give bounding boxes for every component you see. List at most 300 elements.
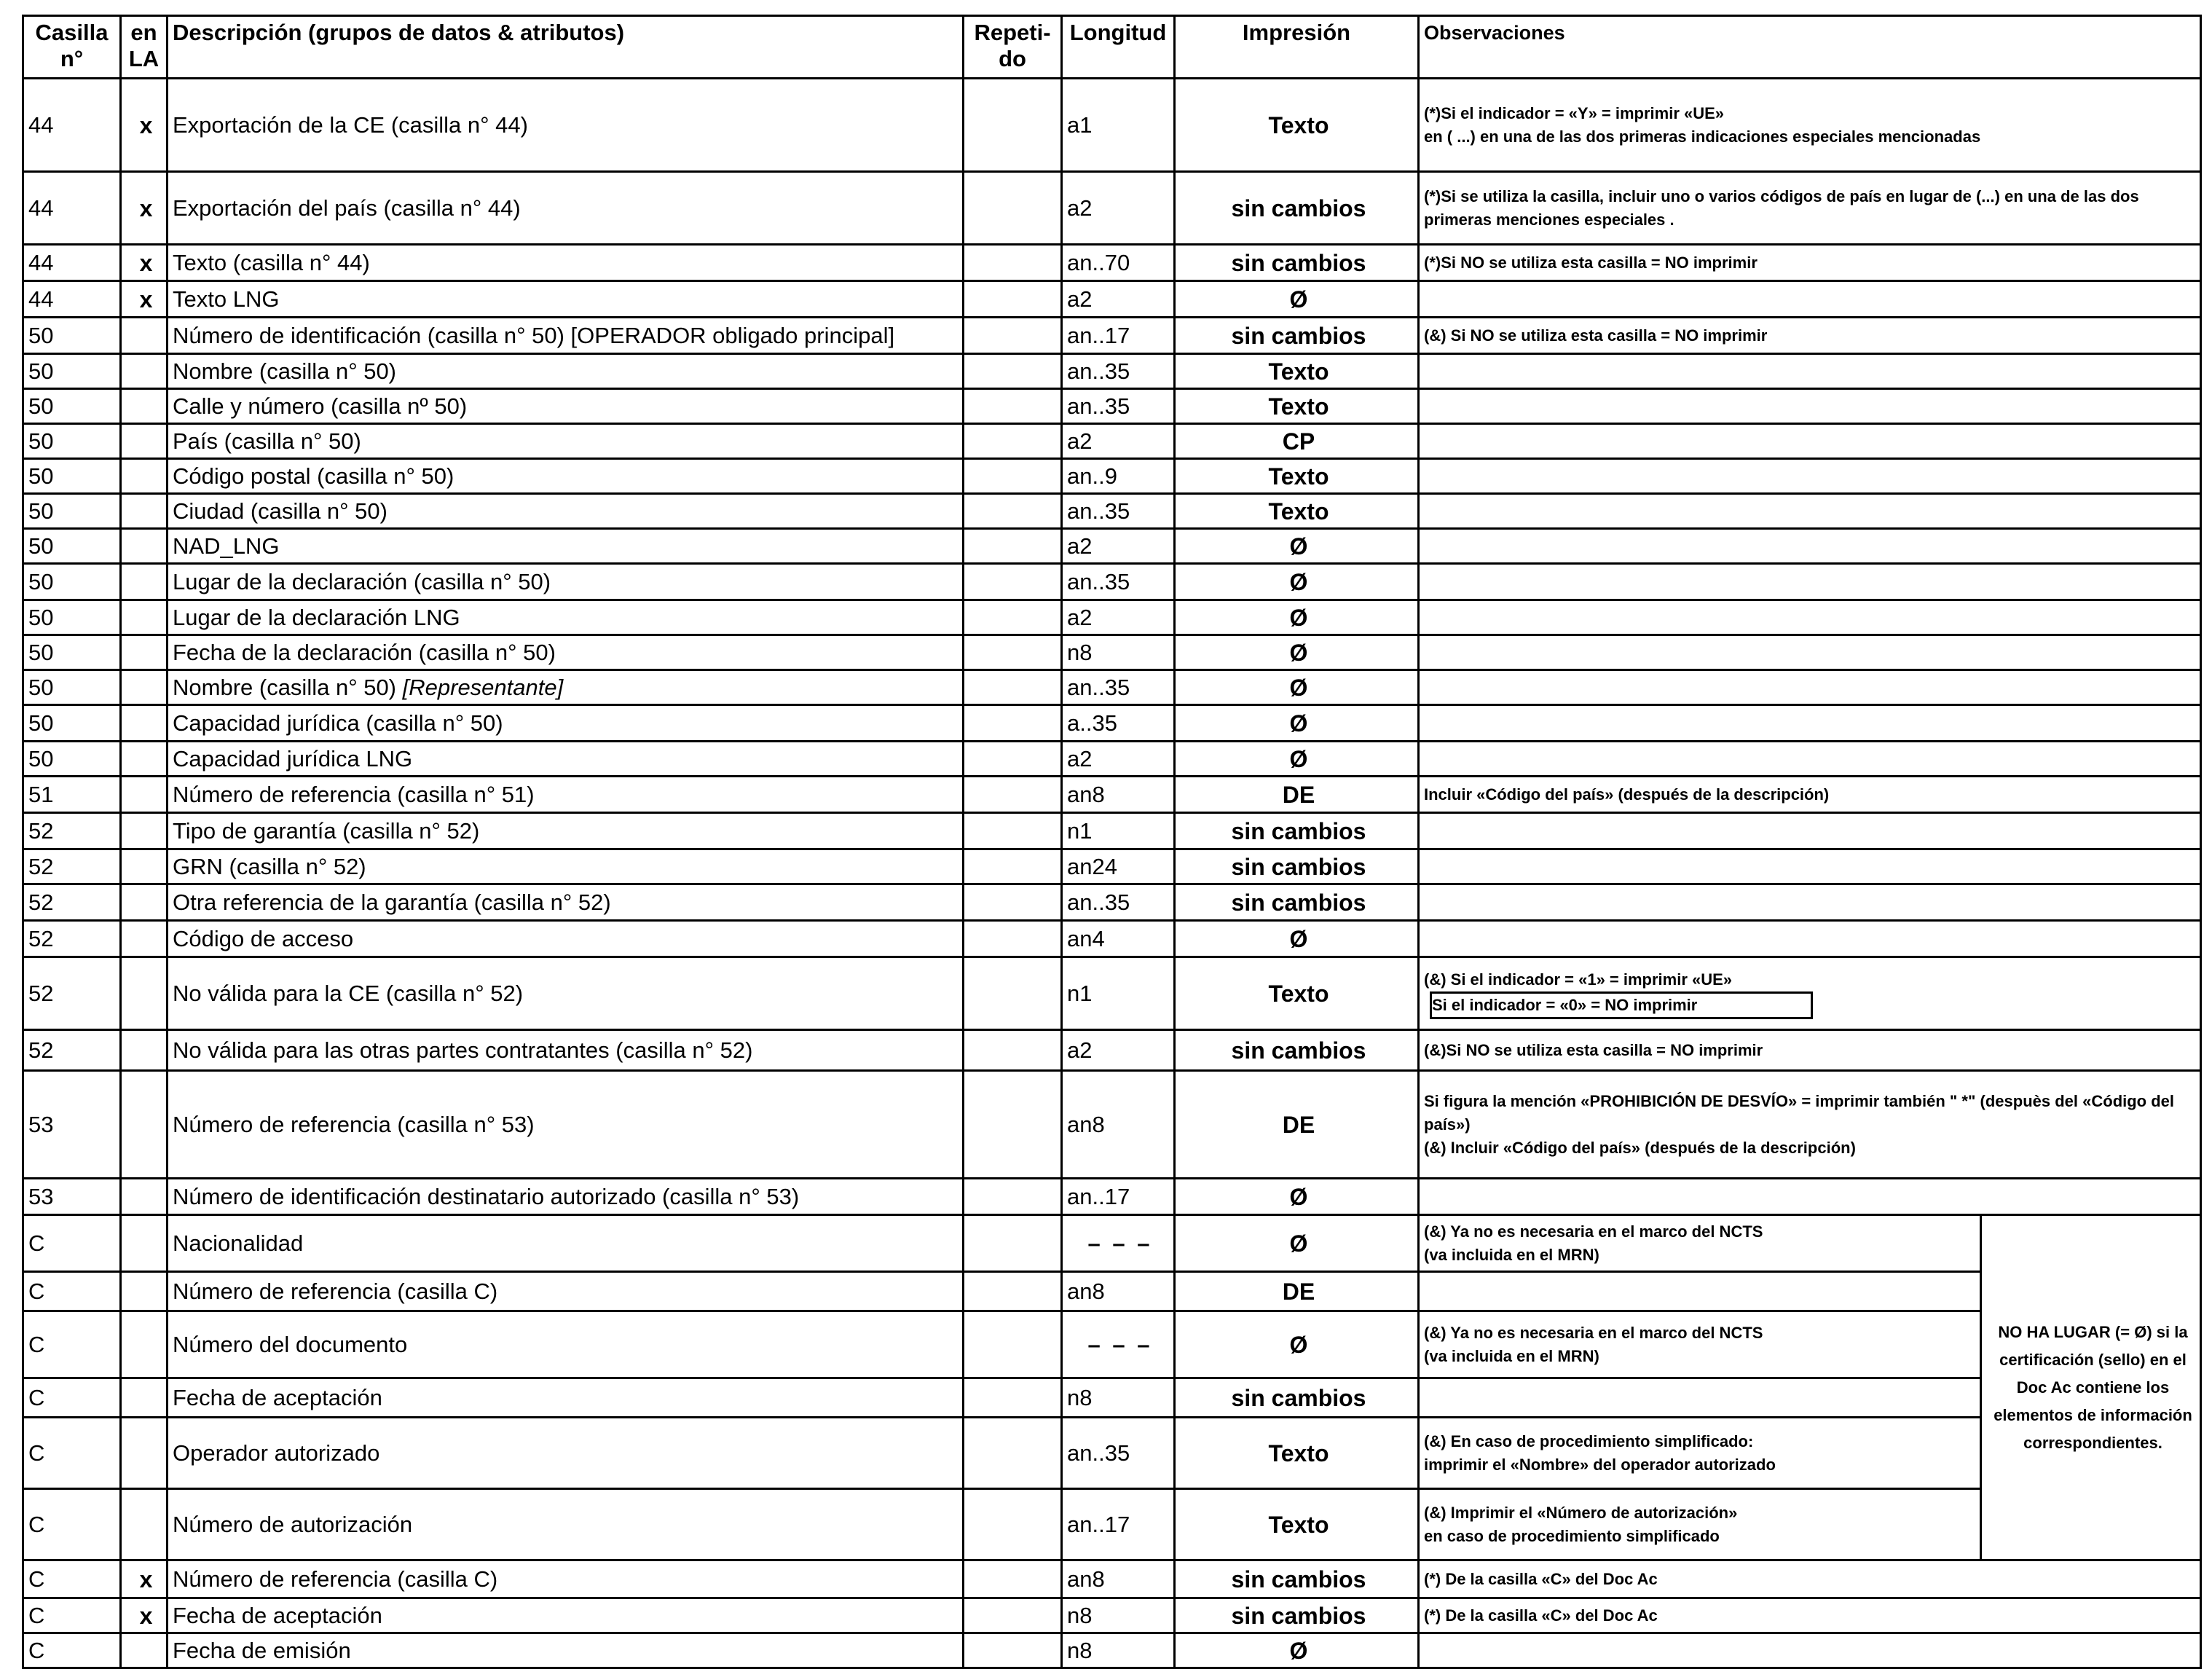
observation-line: (&) Si NO se utiliza esta casilla = NO imprimir <box>1424 326 1768 345</box>
observation-line: en caso de procedimiento simplificado <box>1424 1526 1720 1545</box>
cell-en-la <box>121 389 168 424</box>
cell-en-la <box>121 813 168 849</box>
cell-en-la <box>121 1633 168 1668</box>
table-row <box>23 1272 2201 1311</box>
description-text: Código de acceso <box>173 925 354 951</box>
cell-casilla: 50 <box>23 354 121 389</box>
cell-repetido <box>964 742 1062 777</box>
table-row <box>23 318 2201 354</box>
cell-en-la: x <box>121 281 168 318</box>
cell-observaciones <box>1419 318 2201 354</box>
cell-en-la <box>121 600 168 635</box>
cell-longitud: an24 <box>1062 849 1175 884</box>
cell-observaciones <box>1419 389 2201 424</box>
cell-impresion: Texto <box>1175 494 1419 529</box>
cell-repetido <box>964 245 1062 281</box>
cell-descripcion <box>168 670 964 705</box>
cell-descripcion <box>168 813 964 849</box>
observation-line: (*)Si se utiliza la casilla, incluir uno o varios códigos de país en lugar de (...) en una de las dos primeras menciones especiales . <box>1424 186 2139 229</box>
cell-descripcion <box>168 1272 964 1311</box>
cell-impresion: Ø <box>1175 670 1419 705</box>
table-row <box>23 459 2201 494</box>
description-text: NAD_LNG <box>173 533 280 559</box>
cell-observaciones <box>1419 1418 1981 1489</box>
cell-casilla: 44 <box>23 281 121 318</box>
cell-descripcion <box>168 1489 964 1560</box>
cell-casilla: 50 <box>23 494 121 529</box>
cell-descripcion <box>168 921 964 957</box>
cell-observaciones <box>1419 1633 2201 1668</box>
cell-casilla: C <box>23 1418 121 1489</box>
description-text: País (casilla n° 50) <box>173 428 361 454</box>
cell-casilla: 51 <box>23 777 121 813</box>
table-row <box>23 849 2201 884</box>
cell-impresion: sin cambios <box>1175 849 1419 884</box>
cell-casilla: 50 <box>23 635 121 670</box>
cell-casilla: 44 <box>23 245 121 281</box>
cell-impresion: Texto <box>1175 389 1419 424</box>
description-text: Número de autorización <box>173 1511 413 1537</box>
cell-impresion: Texto <box>1175 1489 1419 1560</box>
cell-descripcion <box>168 459 964 494</box>
table-row <box>23 1030 2201 1071</box>
cell-casilla: 44 <box>23 79 121 172</box>
observation-line: (*)Si NO se utiliza esta casilla = NO imprimir <box>1424 253 1758 272</box>
col-longitud: Longitud <box>1062 16 1175 79</box>
cell-observaciones <box>1419 600 2201 635</box>
cell-observaciones <box>1419 742 2201 777</box>
cell-longitud: an8 <box>1062 1071 1175 1179</box>
table-row <box>23 529 2201 564</box>
cell-impresion: Texto <box>1175 1418 1419 1489</box>
observation-line: (*) De la casilla «C» del Doc Ac <box>1424 1569 1658 1588</box>
cell-observaciones <box>1419 354 2201 389</box>
cell-impresion: Ø <box>1175 281 1419 318</box>
cell-longitud: an..35 <box>1062 354 1175 389</box>
cell-longitud: n8 <box>1062 1378 1175 1418</box>
cell-en-la <box>121 921 168 957</box>
cell-repetido <box>964 884 1062 921</box>
cell-descripcion <box>168 1560 964 1598</box>
cell-impresion: Texto <box>1175 957 1419 1030</box>
cell-descripcion <box>168 1071 964 1179</box>
cell-impresion: sin cambios <box>1175 245 1419 281</box>
cell-descripcion <box>168 424 964 459</box>
cell-observaciones <box>1419 921 2201 957</box>
cell-observaciones <box>1419 1489 1981 1560</box>
cell-longitud: an..17 <box>1062 1489 1175 1560</box>
cell-longitud: an..35 <box>1062 670 1175 705</box>
cell-observaciones <box>1419 813 2201 849</box>
cell-repetido <box>964 1560 1062 1598</box>
cell-descripcion <box>168 957 964 1030</box>
cell-casilla: 50 <box>23 742 121 777</box>
col-descripcion: Descripción (grupos de datos & atributos) <box>168 16 964 79</box>
table-row <box>23 1560 2201 1598</box>
header-row <box>23 16 2201 79</box>
cell-longitud: an8 <box>1062 1272 1175 1311</box>
cell-impresion: CP <box>1175 424 1419 459</box>
description-text: Número de referencia (casilla C) <box>173 1278 498 1304</box>
cell-longitud: n8 <box>1062 1598 1175 1633</box>
table-row <box>23 354 2201 389</box>
cell-repetido <box>964 424 1062 459</box>
cell-longitud: an..9 <box>1062 459 1175 494</box>
table-row <box>23 1378 2201 1418</box>
cell-longitud: an..70 <box>1062 245 1175 281</box>
cell-descripcion <box>168 635 964 670</box>
cell-casilla: C <box>23 1215 121 1272</box>
table-row <box>23 635 2201 670</box>
cell-casilla: C <box>23 1378 121 1418</box>
table-row <box>23 1598 2201 1633</box>
cell-longitud: an..35 <box>1062 1418 1175 1489</box>
cell-longitud: an..35 <box>1062 389 1175 424</box>
cell-impresion: Ø <box>1175 564 1419 600</box>
description-text: Número de referencia (casilla n° 51) <box>173 781 535 807</box>
col-repetido: Repeti-do <box>964 16 1062 79</box>
cell-casilla: C <box>23 1311 121 1378</box>
cell-en-la <box>121 354 168 389</box>
cell-impresion: Ø <box>1175 635 1419 670</box>
cell-repetido <box>964 1030 1062 1071</box>
cell-impresion: sin cambios <box>1175 884 1419 921</box>
cell-observaciones <box>1419 1378 1981 1418</box>
observation-line: (&)Si NO se utiliza esta casilla = NO imprimir <box>1424 1040 1763 1059</box>
observation-line: Incluir «Código del país» (después de la descripción) <box>1424 785 1830 804</box>
cell-en-la <box>121 564 168 600</box>
observation-line: (&) En caso de procedimiento simplificado: <box>1424 1432 1754 1450</box>
cell-en-la <box>121 494 168 529</box>
cell-casilla: 50 <box>23 670 121 705</box>
cell-casilla: 52 <box>23 849 121 884</box>
cell-longitud: n8 <box>1062 635 1175 670</box>
cell-en-la <box>121 742 168 777</box>
cell-repetido <box>964 79 1062 172</box>
cell-descripcion <box>168 1418 964 1489</box>
description-text: Número de identificación destinatario autorizado (casilla n° 53) <box>173 1183 800 1209</box>
table-row <box>23 600 2201 635</box>
cell-descripcion <box>168 1311 964 1378</box>
description-text: Número de identificación (casilla n° 50) [OPERADOR obligado principal] <box>173 322 895 348</box>
cell-repetido <box>964 600 1062 635</box>
cell-observaciones <box>1419 79 2201 172</box>
cell-longitud: a2 <box>1062 1030 1175 1071</box>
cell-en-la <box>121 777 168 813</box>
table-row <box>23 884 2201 921</box>
cell-repetido <box>964 172 1062 245</box>
cell-longitud: a1 <box>1062 79 1175 172</box>
cell-observaciones <box>1419 1598 2201 1633</box>
description-text: Fecha de aceptación <box>173 1384 382 1410</box>
cell-descripcion <box>168 849 964 884</box>
cell-longitud: an..35 <box>1062 494 1175 529</box>
cell-casilla: 44 <box>23 172 121 245</box>
cell-impresion: Ø <box>1175 1215 1419 1272</box>
table-row <box>23 245 2201 281</box>
cell-repetido <box>964 1179 1062 1215</box>
description-text: No válida para las otras partes contratantes (casilla n° 52) <box>173 1037 753 1063</box>
cell-impresion: Ø <box>1175 529 1419 564</box>
cell-longitud: an..17 <box>1062 1179 1175 1215</box>
cell-repetido <box>964 1071 1062 1179</box>
cell-observaciones <box>1419 705 2201 742</box>
description-text: Fecha de aceptación <box>173 1602 382 1628</box>
cell-en-la <box>121 1179 168 1215</box>
cell-observaciones <box>1419 529 2201 564</box>
cell-en-la: x <box>121 245 168 281</box>
cell-observaciones <box>1419 635 2201 670</box>
cell-longitud: a2 <box>1062 172 1175 245</box>
observation-line: en ( ...) en una de las dos primeras indicaciones especiales mencionadas <box>1424 127 1981 146</box>
description-text: Calle y número (casilla nº 50) <box>173 393 468 419</box>
cell-casilla: 52 <box>23 921 121 957</box>
cell-casilla: C <box>23 1633 121 1668</box>
cell-descripcion <box>168 777 964 813</box>
cell-casilla: C <box>23 1489 121 1560</box>
cell-repetido <box>964 813 1062 849</box>
cell-en-la <box>121 1030 168 1071</box>
cell-casilla: 50 <box>23 600 121 635</box>
cell-impresion: sin cambios <box>1175 1030 1419 1071</box>
description-text: Nombre (casilla n° 50) <box>173 674 397 700</box>
cell-repetido <box>964 529 1062 564</box>
description-text: Exportación del país (casilla n° 44) <box>173 195 521 221</box>
description-text: Otra referencia de la garantía (casilla n° 52) <box>173 889 611 915</box>
cell-en-la <box>121 459 168 494</box>
cell-en-la <box>121 705 168 742</box>
cell-impresion: Ø <box>1175 742 1419 777</box>
description-text: Exportación de la CE (casilla n° 44) <box>173 111 528 138</box>
cell-longitud: an8 <box>1062 777 1175 813</box>
cell-impresion: sin cambios <box>1175 172 1419 245</box>
cell-impresion: DE <box>1175 777 1419 813</box>
table-row <box>23 670 2201 705</box>
description-text: Fecha de emisión <box>173 1637 351 1663</box>
cell-observaciones <box>1419 849 2201 884</box>
description-text: Capacidad jurídica (casilla n° 50) <box>173 710 503 736</box>
cell-en-la <box>121 1272 168 1311</box>
cell-en-la <box>121 670 168 705</box>
cell-descripcion <box>168 884 964 921</box>
cell-longitud: an..17 <box>1062 318 1175 354</box>
cell-en-la <box>121 1311 168 1378</box>
cell-longitud: a..35 <box>1062 705 1175 742</box>
cell-repetido <box>964 318 1062 354</box>
cell-descripcion <box>168 318 964 354</box>
cell-repetido <box>964 1311 1062 1378</box>
cell-descripcion <box>168 1598 964 1633</box>
cell-casilla: 53 <box>23 1179 121 1215</box>
description-text: Operador autorizado <box>173 1440 380 1466</box>
cell-descripcion <box>168 1633 964 1668</box>
cell-repetido <box>964 921 1062 957</box>
cell-repetido <box>964 1418 1062 1489</box>
cell-observaciones <box>1419 884 2201 921</box>
cell-casilla: 52 <box>23 813 121 849</box>
table-row <box>23 1418 2201 1489</box>
cell-repetido <box>964 777 1062 813</box>
observation-line: (&) Si el indicador = «1» = imprimir «UE» <box>1424 970 1733 989</box>
cell-repetido <box>964 635 1062 670</box>
cell-impresion: DE <box>1175 1272 1419 1311</box>
cell-impresion: Ø <box>1175 1633 1419 1668</box>
cell-impresion: sin cambios <box>1175 1378 1419 1418</box>
cell-longitud: a2 <box>1062 281 1175 318</box>
cell-repetido <box>964 1272 1062 1311</box>
observation-line: (*)Si el indicador = «Y» = imprimir «UE» <box>1424 103 1725 122</box>
cell-impresion: Texto <box>1175 459 1419 494</box>
cell-descripcion <box>168 172 964 245</box>
cell-repetido <box>964 459 1062 494</box>
cell-en-la <box>121 529 168 564</box>
cell-descripcion <box>168 705 964 742</box>
cell-impresion: Ø <box>1175 921 1419 957</box>
table-row <box>23 281 2201 318</box>
cell-casilla: 50 <box>23 459 121 494</box>
table-row <box>23 494 2201 529</box>
cell-casilla: 50 <box>23 389 121 424</box>
cell-observaciones <box>1419 494 2201 529</box>
cell-impresion: sin cambios <box>1175 1598 1419 1633</box>
description-text: Fecha de la declaración (casilla n° 50) <box>173 639 556 665</box>
cell-longitud: n8 <box>1062 1633 1175 1668</box>
cell-descripcion <box>168 354 964 389</box>
cell-impresion: Ø <box>1175 600 1419 635</box>
cell-longitud: – – – <box>1062 1215 1175 1272</box>
cell-repetido <box>964 957 1062 1030</box>
cell-observaciones <box>1419 1030 2201 1071</box>
cell-repetido <box>964 1489 1062 1560</box>
cell-impresion: sin cambios <box>1175 1560 1419 1598</box>
document-table <box>22 15 2200 1664</box>
description-text: Texto LNG <box>173 286 280 312</box>
cell-descripcion <box>168 1378 964 1418</box>
data-table <box>22 15 2202 1669</box>
cell-longitud: a2 <box>1062 529 1175 564</box>
description-text: Número de referencia (casilla C) <box>173 1566 498 1592</box>
observation-line: (&) Ya no es necesaria en el marco del NCTS <box>1424 1323 1763 1342</box>
cell-impresion: DE <box>1175 1071 1419 1179</box>
cell-en-la: x <box>121 79 168 172</box>
cell-repetido <box>964 564 1062 600</box>
cell-longitud: a2 <box>1062 742 1175 777</box>
cell-descripcion <box>168 79 964 172</box>
cell-repetido <box>964 1633 1062 1668</box>
cell-en-la <box>121 957 168 1030</box>
cell-descripcion <box>168 1215 964 1272</box>
cell-impresion: sin cambios <box>1175 318 1419 354</box>
table-row <box>23 79 2201 172</box>
cell-descripcion <box>168 564 964 600</box>
cell-en-la <box>121 635 168 670</box>
cell-impresion: Ø <box>1175 705 1419 742</box>
cell-observaciones <box>1419 281 2201 318</box>
table-row <box>23 1489 2201 1560</box>
cell-casilla: C <box>23 1598 121 1633</box>
cell-observaciones <box>1419 564 2201 600</box>
observation-line: (*) De la casilla «C» del Doc Ac <box>1424 1606 1658 1625</box>
table-row <box>23 389 2201 424</box>
cell-impresion: Ø <box>1175 1311 1419 1378</box>
cell-impresion: Texto <box>1175 354 1419 389</box>
cell-descripcion <box>168 1030 964 1071</box>
observation-line: (&) Imprimir el «Número de autorización» <box>1424 1503 1738 1522</box>
cell-repetido <box>964 1598 1062 1633</box>
cell-longitud: n1 <box>1062 813 1175 849</box>
cell-observaciones <box>1419 1071 2201 1179</box>
cell-descripcion <box>168 245 964 281</box>
cell-en-la: x <box>121 1598 168 1633</box>
description-text: Código postal (casilla n° 50) <box>173 463 454 489</box>
description-text: Número de referencia (casilla n° 53) <box>173 1111 535 1137</box>
description-text: Tipo de garantía (casilla n° 52) <box>173 817 480 844</box>
cell-en-la <box>121 1215 168 1272</box>
description-text: Nombre (casilla n° 50) <box>173 358 397 384</box>
table-row <box>23 1071 2201 1179</box>
side-note-cell: NO HA LUGAR (= Ø) si la certificación (sello) en el Doc Ac contiene los elementos de información correspondientes. <box>1981 1215 2201 1560</box>
observation-line: (&) Incluir «Código del país» (después de la descripción) <box>1424 1138 1856 1157</box>
cell-en-la: x <box>121 172 168 245</box>
table-row <box>23 921 2201 957</box>
cell-repetido <box>964 705 1062 742</box>
cell-descripcion <box>168 494 964 529</box>
observation-line: (va incluida en el MRN) <box>1424 1346 1599 1365</box>
cell-observaciones <box>1419 957 2201 1030</box>
cell-repetido <box>964 670 1062 705</box>
cell-observaciones <box>1419 1311 1981 1378</box>
cell-repetido <box>964 1215 1062 1272</box>
table-row <box>23 742 2201 777</box>
table-row <box>23 1179 2201 1215</box>
cell-casilla: 50 <box>23 424 121 459</box>
cell-repetido <box>964 281 1062 318</box>
cell-observaciones <box>1419 172 2201 245</box>
table-row <box>23 777 2201 813</box>
cell-en-la <box>121 1378 168 1418</box>
cell-en-la <box>121 1071 168 1179</box>
table-row <box>23 564 2201 600</box>
cell-descripcion <box>168 389 964 424</box>
cell-observaciones <box>1419 424 2201 459</box>
cell-en-la <box>121 1489 168 1560</box>
cell-observaciones <box>1419 459 2201 494</box>
description-text: No válida para la CE (casilla n° 52) <box>173 980 524 1006</box>
observation-line: Si el indicador = «0» = NO imprimir <box>1430 991 1813 1019</box>
col-observaciones: Observaciones <box>1419 16 2201 79</box>
table-row <box>23 172 2201 245</box>
cell-longitud: an..35 <box>1062 884 1175 921</box>
cell-en-la <box>121 849 168 884</box>
description-text: Capacidad jurídica LNG <box>173 745 413 771</box>
cell-casilla: 52 <box>23 957 121 1030</box>
cell-en-la <box>121 1418 168 1489</box>
cell-en-la: x <box>121 1560 168 1598</box>
cell-descripcion <box>168 281 964 318</box>
cell-impresion: Ø <box>1175 1179 1419 1215</box>
cell-observaciones <box>1419 1272 1981 1311</box>
cell-impresion: sin cambios <box>1175 813 1419 849</box>
cell-repetido <box>964 494 1062 529</box>
cell-longitud: an..35 <box>1062 564 1175 600</box>
cell-observaciones <box>1419 670 2201 705</box>
table-row <box>23 1633 2201 1668</box>
cell-longitud: a2 <box>1062 600 1175 635</box>
cell-observaciones <box>1419 1215 1981 1272</box>
cell-descripcion <box>168 529 964 564</box>
description-role: [Representante] <box>402 674 564 700</box>
observation-line: imprimir el «Nombre» del operador autorizado <box>1424 1455 1776 1474</box>
